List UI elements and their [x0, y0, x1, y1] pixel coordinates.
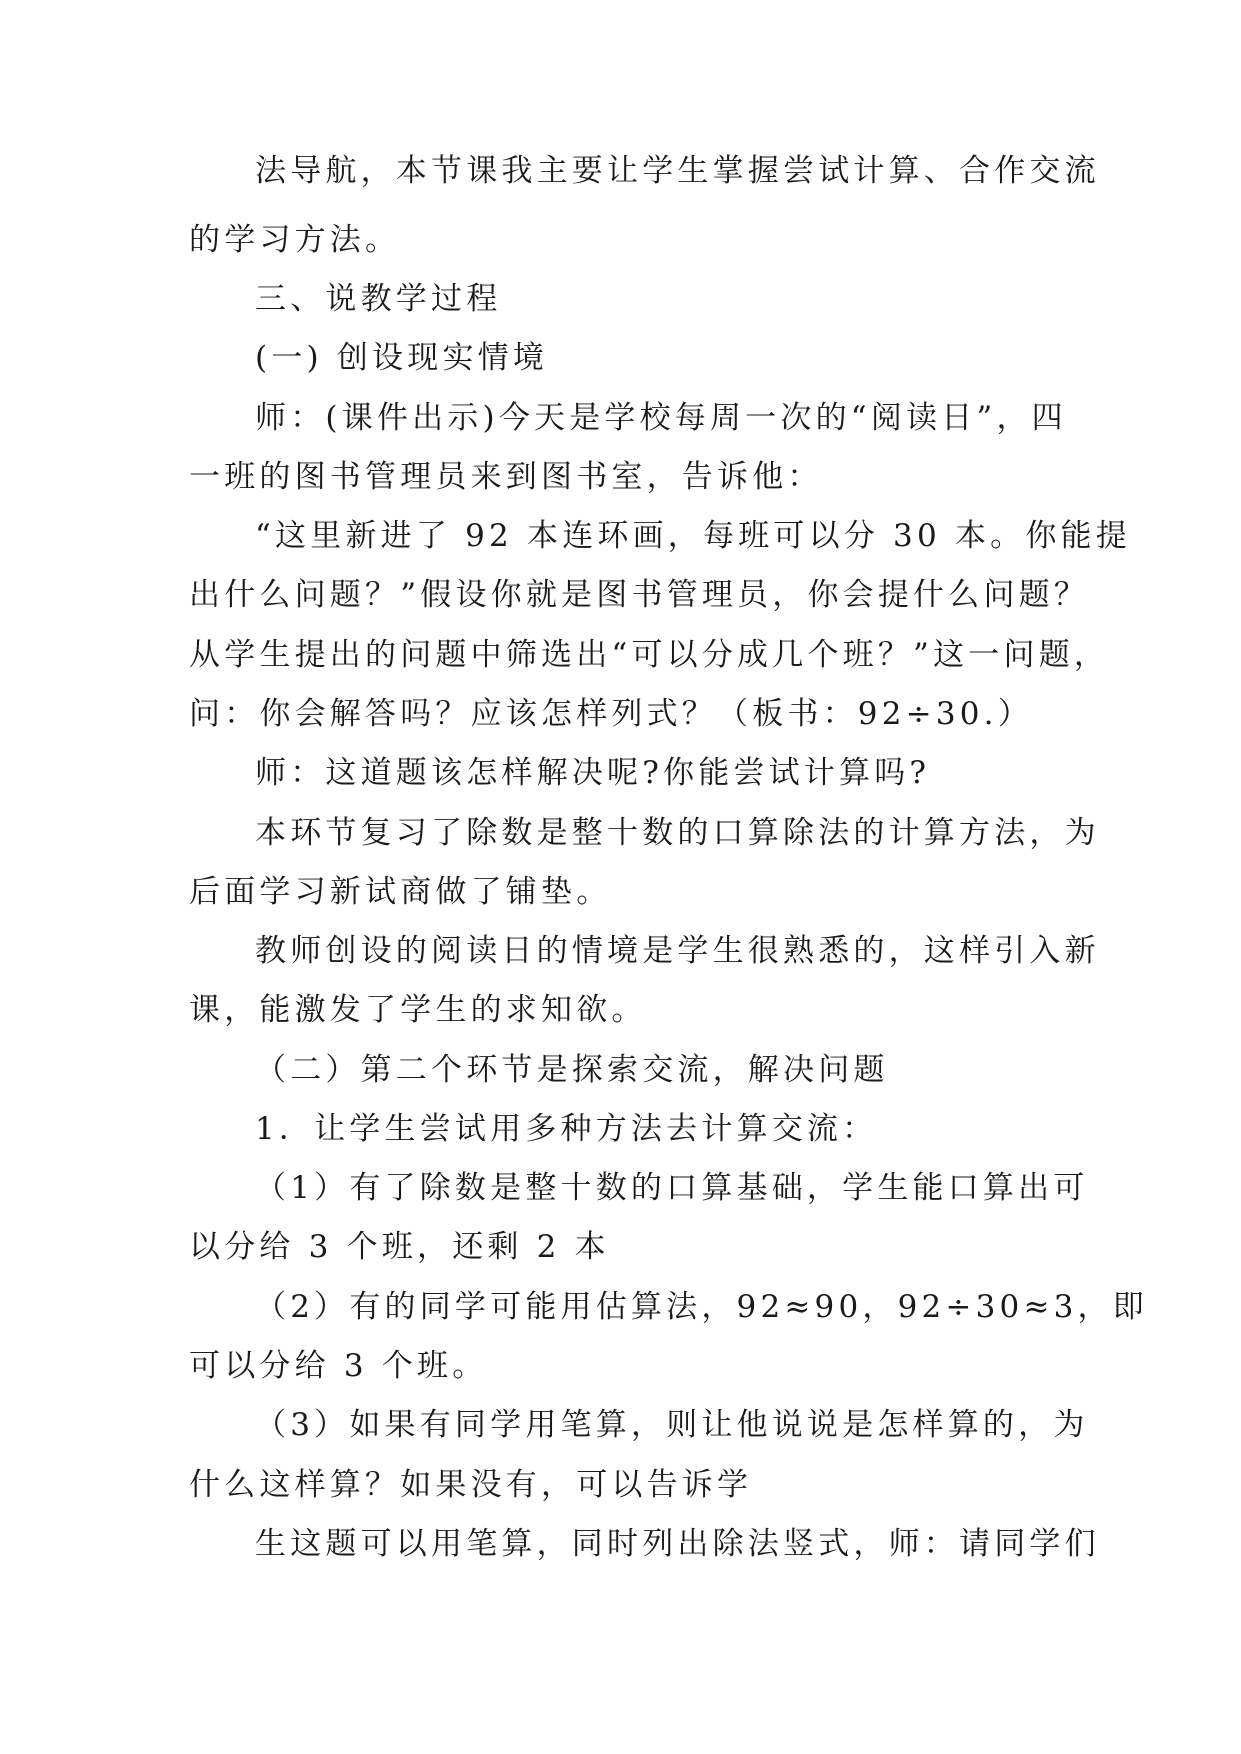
text-line: 以分给 3 个班，还剩 2 本: [189, 1229, 610, 1265]
text-line: 师：(课件出示)今天是学校每周一次的“阅读日”，四: [255, 400, 1067, 436]
text-line: 问：你会解答吗？应该怎样列式？（板书：92÷30.）: [189, 696, 1033, 732]
text-line: 出什么问题？”假设你就是图书管理员，你会提什么问题？: [189, 577, 1090, 613]
text-line: （1）有了除数是整十数的口算基础，学生能口算出可: [255, 1170, 1089, 1206]
text-line: 课，能激发了学生的求知欲。: [189, 992, 647, 1028]
text-line: 教师创设的阅读日的情境是学生很熟悉的，这样引入新: [255, 933, 1100, 969]
text-line: 1．让学生尝试用多种方法去计算交流：: [255, 1111, 878, 1147]
text-line: 后面学习新试商做了铺垫。: [189, 874, 612, 910]
text-line: 师：这道题该怎样解决呢?你能尝试计算吗?: [255, 755, 931, 791]
subsection-heading: （二）第二个环节是探索交流，解决问题: [255, 1052, 889, 1088]
text-line: （3）如果有同学用笔算，则让他说说是怎样算的，为: [255, 1407, 1089, 1443]
text-line: “这里新进了 92 本连环画，每班可以分 30 本。你能提: [255, 518, 1131, 554]
text-line: 可以分给 3 个班。: [189, 1348, 488, 1384]
text-line: 的学习方法。: [189, 222, 401, 258]
text-line: 从学生提出的问题中筛选出“可以分成几个班？”这一问题，: [189, 637, 1110, 673]
subsection-heading: (一) 创设现实情境: [255, 340, 549, 376]
text-line: 生这题可以用笔算，同时列出除法竖式，师：请同学们: [255, 1526, 1100, 1562]
text-line: 一班的图书管理员来到图书室，告诉他：: [189, 459, 823, 495]
text-line: 什么这样算？如果没有，可以告诉学: [189, 1467, 753, 1503]
text-line: 法导航，本节课我主要让学生掌握尝试计算、合作交流: [255, 153, 1100, 189]
text-line: （2）有的同学可能用估算法，92≈90，92÷30≈3，即: [255, 1289, 1148, 1325]
section-heading: 三、说教学过程: [255, 281, 502, 317]
text-line: 本环节复习了除数是整十数的口算除法的计算方法，为: [255, 815, 1100, 851]
